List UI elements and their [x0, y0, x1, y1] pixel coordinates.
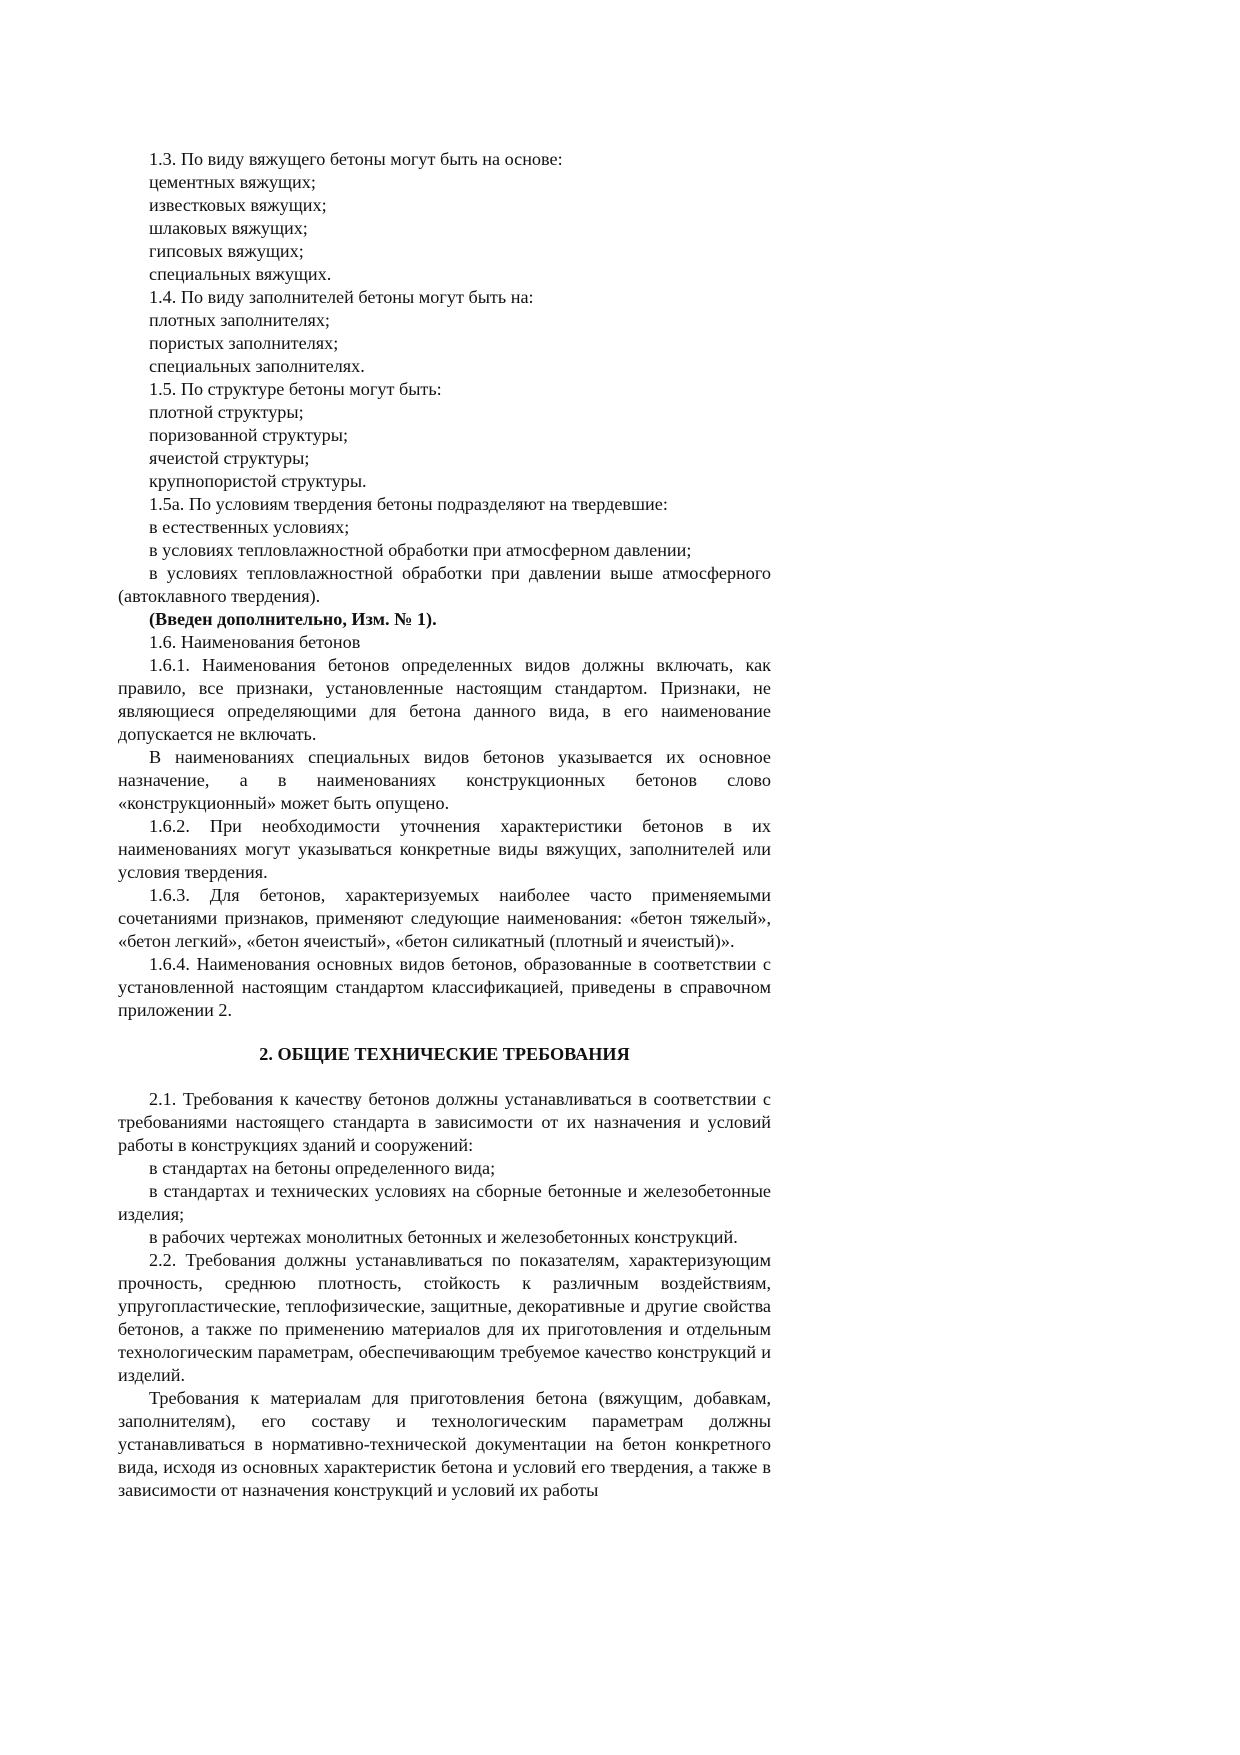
paragraph: специальных заполнителях.	[149, 356, 365, 376]
paragraph: специальных вяжущих.	[149, 264, 332, 284]
paragraph: 1.4. По виду заполнителей бетоны могут быть на:	[149, 287, 534, 307]
paragraph: 1.6.2. При необходимости уточнения характеристики бетонов в их наименованиях могут указываться конкретные виды вяжущих, заполнителей или условия твердения.	[118, 816, 771, 882]
paragraph: Требования к материалам для приготовления бетона (вяжущим, добавкам, заполнителям), его составу и технологическим параметрам должны устанавливаться в нормативно-технической документации на бетон конкретного вида, исходя из основных характеристик бетона и условий его твердения, а также в зависимости от назначения конструкций и условий их работы	[118, 1388, 771, 1500]
paragraph: в стандартах и технических условиях на сборные бетонные и железобетонные изделия;	[118, 1181, 771, 1224]
paragraph: 1.5а. По условиям твердения бетоны подразделяют на твердевшие:	[149, 494, 668, 514]
paragraph: 1.6. Наименования бетонов	[149, 632, 361, 652]
paragraph: ячеистой структуры;	[149, 448, 310, 468]
paragraph: цементных вяжущих;	[149, 172, 316, 192]
paragraph: 1.3. По виду вяжущего бетоны могут быть на основе:	[149, 149, 563, 169]
section-1-body	[118, 148, 771, 1022]
document-page	[118, 148, 771, 1502]
paragraph: в условиях тепловлажностной обработки при атмосферном давлении;	[149, 540, 692, 560]
paragraph: В наименованиях специальных видов бетонов указывается их основное назначение, а в наименованиях конструкционных бетонов слово «конструкционный» может быть опущено.	[118, 747, 771, 813]
section-2-body	[118, 1088, 771, 1502]
paragraph: 1.6.3. Для бетонов, характеризуемых наиболее часто применяемыми сочетаниями признаков, применяют следующие наименования: «бетон тяжелый», «бетон легкий», «бетон ячеистый», «бетон силикатный (плотный и ячеистый)».	[118, 885, 771, 951]
paragraph: в условиях тепловлажностной обработки при давлении выше атмосферного (автоклавного твердения).	[118, 563, 771, 606]
paragraph: в рабочих чертежах монолитных бетонных и железобетонных конструкций.	[149, 1227, 738, 1247]
paragraph: в естественных условиях;	[149, 517, 350, 537]
section-2-heading: 2. ОБЩИЕ ТЕХНИЧЕСКИЕ ТРЕБОВАНИЯ	[259, 1044, 630, 1064]
paragraph: 2.2. Требования должны устанавливаться по показателям, характеризующим прочность, среднюю плотность, стойкость к различным воздействиям, упругопластические, теплофизические, защитные, декоративные и другие свойства бетонов, а также по применению материалов для их приготовления и отдельным технологическим параметрам, обеспечивающим требуемое качество конструкций и изделий.	[118, 1250, 771, 1385]
paragraph: крупнопористой структуры.	[149, 471, 367, 491]
paragraph: в стандартах на бетоны определенного вида;	[149, 1158, 496, 1178]
paragraph: гипсовых вяжущих;	[149, 241, 304, 261]
paragraph: (Введен дополнительно, Изм. № 1).	[149, 609, 437, 629]
paragraph: известковых вяжущих;	[149, 195, 327, 215]
paragraph: 1.5. По структуре бетоны могут быть:	[149, 379, 442, 399]
paragraph: плотной структуры;	[149, 402, 304, 422]
paragraph: 1.6.1. Наименования бетонов определенных видов должны включать, как правило, все признаки, установленные настоящим стандартом. Признаки, не являющиеся определяющими для бетона данного вида, в его наименование допускается не включать.	[118, 655, 771, 744]
paragraph: шлаковых вяжущих;	[149, 218, 308, 238]
paragraph: плотных заполнителях;	[149, 310, 330, 330]
paragraph: пористых заполнителях;	[149, 333, 339, 353]
paragraph: поризованной структуры;	[149, 425, 349, 445]
paragraph: 1.6.4. Наименования основных видов бетонов, образованные в соответствии с установленной настоящим стандартом классификацией, приведены в справочном приложении 2.	[118, 954, 771, 1020]
paragraph: 2.1. Требования к качеству бетонов должны устанавливаться в соответствии с требованиями настоящего стандарта в зависимости от их назначения и условий работы в конструкциях зданий и сооружений:	[118, 1089, 771, 1155]
